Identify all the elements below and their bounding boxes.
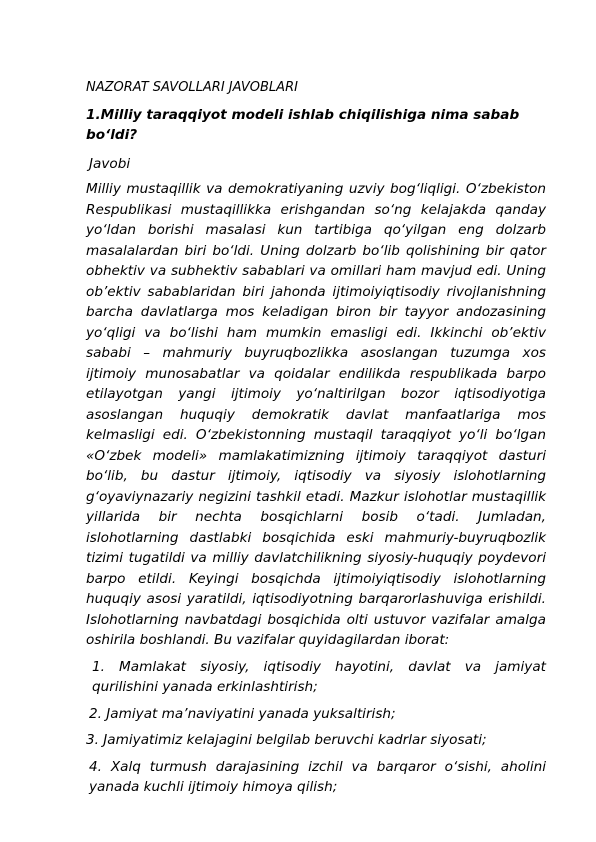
list-item-3: 3. Jamiyatimiz kelajagini belgilab beruvchi kadrlar siyosati; [86,732,487,748]
document-header: NAZORAT SAVOLLARI JAVOBLARI [86,80,298,95]
answer-label: Javobi [89,155,131,172]
list-item-2: 2. Jamiyat ma’naviyatini yanada yuksaltirish; [89,705,396,722]
document-page [86,78,546,798]
list-item-1: 1. Mamlakat siyosiy, iqtisodiy hayotini, davlat va jamiyat qurilishini yanada erkinlashtirish; [92,658,546,695]
answer-body-paragraph: Milliy mustaqillik va demokratiyaning uzviy bog‘liqligi. O‘zbekiston Respublikasi mustaqillikka erishgandan so‘ng kelajakda qanday yo‘ldan borishi masalasi kun tartibiga qo‘yilgan eng dolzarb masalalardan biri bo‘ldi. Uning dolzarb bo‘lib qolishining bir qator obhektiv va subhektiv sabablari va omillari ham mavjud edi. Uning ob’ektiv sabablaridan biri jahonda ijtimoiyiqtisodiy rivojlanishning barcha davlatlarga mos keladigan biron bir tayyor andozasining yo‘qligi va bo‘lishi ham mumkin emasligi edi. Ikkinchi ob’ektiv sababi – mahmuriy buyruqbozlikka asoslangan tuzumga xos ijtimoiy munosabatlar va qoidalar endilikda respublikada barpo etilayotgan yangi ijtimoiy yo‘naltirilgan bozor iqtisodiyotiga asoslangan huquqiy demokratik davlat manfaatlariga mos kelmasligi edi. O‘zbekistonning mustaqil taraqqiyot yo‘li bo‘lgan «O‘zbek modeli» mamlakatimizning ijtimoiy taraqqiyot dasturi bo‘lib, bu dastur ijtimoiy, iqtisodiy va siyosiy islohotlarning g‘oyaviynazariy negizini tashkil etadi. Mazkur islohotlar mustaqillik yillarida bir nechta bosqichlarni bosib o‘tadi. Jumladan, islohotlarning dastlabki bosqichida eski mahmuriy-buyruqbozlik tizimi tugatildi va milliy davlatchilikning siyosiy-huquqiy poydevori barpo etildi. Keyingi bosqichda ijtimoiyiqtisodiy islohotlarning huquqiy asosi yaratildi, iqtisodiyotning barqarorlashuviga erishildi. Islohotlarning navbatdagi bosqichida olti ustuvor vazifalar amalga oshirila boshlandi. Bu vazifalar quyidagilardan iborat: [86,181,546,648]
list-item-4: 4. Xalq turmush darajasining izchil va barqaror o‘sishi, aholini yanada kuchli ijtimoiy himoya qilish; [89,758,546,795]
question-heading: 1.Milliy taraqqiyot modeli ishlab chiqilishiga nima sabab bo‘ldi? [86,106,520,143]
